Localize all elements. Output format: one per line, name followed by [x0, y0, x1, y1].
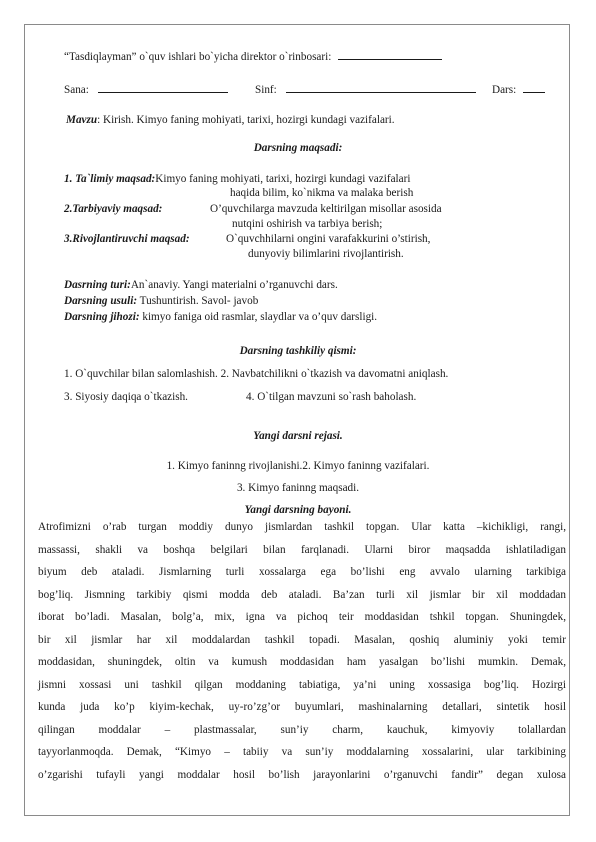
date-line [64, 82, 228, 97]
topic-text: : Kirish. Kimyo faning mohiyati, tarixi, hozirgi kundagi vazifalari. [97, 114, 395, 126]
lesson-type-line [64, 278, 338, 292]
plan-line2: 3. Kimyo faninng maqsadi. [236, 482, 360, 494]
explanation-line: bog’liq. Jismning tarkibiy qismi modda deb ataladi. Ba’zan turli xil jismlar bir xil moddadan [38, 588, 566, 601]
explanation-line: massassi, shakli va boshqa belgilari bilan farqlanadi. Ularni biror maqsadda ishlatiladigan [38, 543, 566, 556]
class-blank [286, 82, 476, 93]
lesson-method-label: Darsning usuli: [64, 295, 138, 307]
explanation-line: o’zgarishi tufayli yangi moddalar hosil bo’lish jarayonlarini o’rganuvchi fandir” degan xulosa [38, 768, 566, 781]
plan-heading: Yangi darsni rejasi. [253, 430, 343, 442]
lesson-equipment-value: kimyo faniga oid rasmlar, slaydlar va o’quv darsligi. [139, 311, 378, 323]
class-label: Sinf: [255, 84, 277, 96]
lesson-line [492, 82, 545, 97]
organization-line2a: 3. Siyosiy daqiqa o`tkazish. [64, 391, 188, 403]
lesson-type-value: An`anaviy. Yangi materialni o’rganuvchi dars. [130, 279, 338, 291]
developing-goal-line1: O`quvchhilarni ongini varafakkurini o’stirish, [226, 233, 431, 245]
lesson-type-label: Dasrning turi: [64, 279, 131, 291]
explanation-line: Atrofimizni o’rab turgan moddiy dunyo jismlardan tashkil topgan. Ular katta –kichikligi, rangi, [38, 521, 566, 533]
lesson-blank [523, 82, 545, 93]
explanation-line: bir xil jismlar har xil moddalardan tashkil topadi. Masalan, qoshiq aluminiy yoki temir [38, 633, 566, 646]
educational-goal-text: Kimyo faning mohiyati, tarixi, hozirgi kundagi vazifalari [155, 173, 411, 185]
educational-goal-line1 [64, 172, 410, 186]
organization-heading: Darsning tashkiliy qismi: [239, 345, 357, 357]
topic-line [66, 113, 395, 127]
explanation-line: kunda juda ko’p kiyim-kechak, uy-ro’zg’or buyumlari, mashinalarning detallari, sintetik hosil [38, 701, 566, 713]
explanation-line: moddasidan, shuningdek, oltin va kumush moddasidan ham yasalgan bo’lishi mumkin. Demak, [38, 656, 566, 668]
organization-line1: 1. O`quvchilar bilan salomlashish. 2. Navbatchilikni o`tkazish va davomatni aniqlash. [64, 368, 449, 380]
approval-label: “Tasdiqlayman” o`quv ishlari bo`yicha direktor o`rinbosari: [64, 51, 332, 63]
topic-label: Mavzu [66, 114, 98, 126]
date-label: Sana: [64, 84, 89, 96]
educational-goal-line2: haqida bilim, ko`nikma va malaka berish [230, 187, 414, 199]
lesson-method-value: Tushuntirish. Savol- javob [137, 295, 259, 307]
explanation-line: jismni xossasi uni tashkil qilgan moddaning tabiatiga, ya’ni uning xossasiga bog’liq. Hozirgi [38, 678, 566, 691]
class-line [255, 82, 476, 97]
upbringing-goal-line1: O’quvchilarga mavzuda keltirilgan misollar asosida [210, 203, 442, 215]
date-blank [98, 82, 228, 93]
lesson-label: Dars: [492, 84, 517, 96]
upbringing-goal-label: 2.Tarbiyaviy maqsad: [64, 203, 163, 215]
explanation-line: qilingan moddalar – plastmassalar, sun’iy charm, kauchuk, kimyoviy tolallardan [38, 723, 566, 736]
explanation-line: iborat bo’ladi. Masalan, bolg’a, mix, igna va pichoq teir moddasidan tshkil topgan. Shuningdek, [38, 611, 566, 623]
developing-goal-label: 3.Rivojlantiruvchi maqsad: [64, 233, 190, 245]
lesson-equipment-label: Darsning jihozi: [64, 311, 140, 323]
educational-goal-label: 1. Ta`limiy maqsad: [64, 173, 156, 185]
plan-line1: 1. Kimyo faninng rivojlanishi.2. Kimyo faninng vazifalari. [166, 460, 430, 472]
approval-signature-blank [338, 49, 442, 60]
lesson-equipment-line [64, 310, 377, 324]
explanation-heading: Yangi darsning bayoni. [244, 504, 352, 516]
explanation-line: tayyorlanmoqda. Demak, “Kimyo – tabiiy va sun’iy moddalarning xossalarini, ular tarkibining [38, 746, 566, 758]
upbringing-goal-line2: nutqini oshirish va tarbiya berish; [232, 218, 383, 230]
explanation-line: biyum deb ataladi. Jismlarning turli xossalarga ega bo’lishi eng avvalo ularning tarkibiga [38, 566, 566, 578]
lesson-method-line [64, 294, 258, 308]
goals-heading: Darsning maqsadi: [253, 142, 343, 154]
organization-line2b: 4. O`tilgan mavzuni so`rash baholash. [246, 391, 417, 403]
developing-goal-line2: dunyoviy bilimlarini rivojlantirish. [248, 248, 404, 260]
approval-line [64, 49, 442, 64]
